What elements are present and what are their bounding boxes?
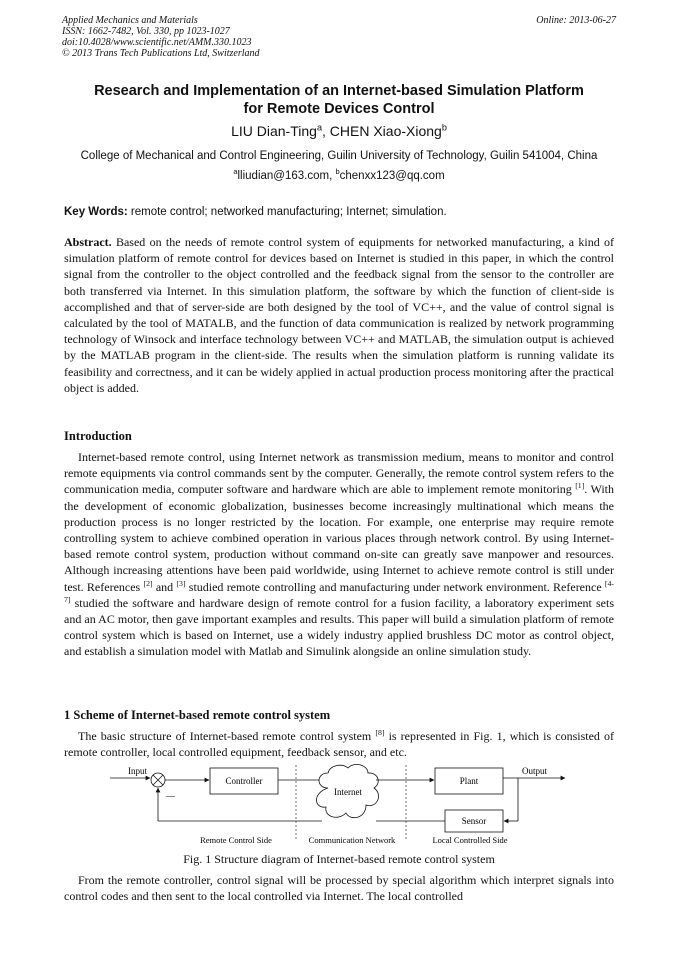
- journal-name: Applied Mechanics and Materials: [62, 15, 198, 26]
- input-label: Input: [128, 766, 147, 776]
- email-b-sup: b: [335, 167, 340, 177]
- author-1-sup: a: [316, 122, 322, 133]
- remote-side-label: Remote Control Side: [200, 835, 272, 845]
- author-2: CHEN Xiao-Xiong: [329, 123, 442, 139]
- ref-8: [8]: [375, 728, 385, 737]
- doi-line: doi:10.4028/www.scientific.net/AMM.330.1023: [62, 37, 252, 48]
- affiliation: College of Mechanical and Control Engineering, Guilin University of Technology, Guilin 541004, China: [80, 150, 598, 162]
- intro-paragraph: [64, 449, 614, 660]
- journal-header: [62, 15, 260, 59]
- copyright-line: © 2013 Trans Tech Publications Ltd, Switzerland: [62, 48, 260, 59]
- section-1-paragraph-2: From the remote controller, control signal will be processed by special algorithm which interpret signals into control codes and then sent to the local controlled via Internet. The local controlled: [64, 873, 614, 904]
- keywords-label: Key Words:: [64, 206, 128, 218]
- figure-caption: Fig. 1 Structure diagram of Internet-based remote control system: [183, 852, 495, 866]
- title-line-2: for Remote Devices Control: [243, 101, 435, 117]
- title-line-1: Research and Implementation of an Internet-based Simulation Platform: [94, 83, 584, 99]
- author-sep: ,: [322, 123, 330, 139]
- keywords-text: remote control; networked manufacturing; Internet; simulation.: [127, 206, 447, 218]
- minus-sign: —: [166, 791, 175, 801]
- abstract-label: Abstract.: [64, 235, 112, 249]
- email-a: lliudian@163.com,: [237, 170, 336, 182]
- structure-diagram: [110, 763, 568, 849]
- local-side-label: Local Controlled Side: [432, 835, 508, 845]
- intro-text-1: Internet-based remote control, using Internet network as transmission medium, means to monitor and control remote equipments via control commands sent by the computer. Generally, the remote control system refers to the communication media, computer software and hardware which are able to implement remote monitoring: [64, 450, 614, 497]
- sensor-label: Sensor: [461, 816, 487, 826]
- email-b: chenxx123@qq.com: [339, 170, 445, 182]
- keywords: [64, 206, 614, 218]
- abstract-text: Based on the needs of remote control system of equipments for networked manufacturing, a kind of simulation platform of remote control for devices based on Internet is studied in this paper, in which the control signal from the controller to the object controlled and the feedback signal from the sensor to the controller are both transferred via Internet. In this simulation platform, the software by which the function of client-side is accomplished and that of server-side are both designed by the tool of VC++, and the value of control signal is calculated by the tool of MATALB, and the function of data communication is realized by network programming technology of Winsock and interface technology between VC++ and MATLAB, the simulation output is achieved by the MATLAB program in the client-side. The results when the simulation platform is running validate its feasibility and correctness, and it can be widely applied in actual production process monitoring after the practical object is added.: [64, 235, 614, 395]
- section-1-text-1: The basic structure of Internet-based remote control system: [78, 729, 376, 743]
- ref-1: [1]: [575, 481, 585, 491]
- output-label: Output: [522, 766, 548, 776]
- internet-label: Internet: [334, 787, 362, 797]
- author-1: LIU Dian-Ting: [231, 123, 317, 139]
- abstract: [64, 234, 614, 396]
- section-1-text-2: is represented in Fig. 1, which is consisted of remote controller, local controlled equipment, feedback sensor, and etc.: [64, 729, 615, 760]
- ref-4-7: [4-7]: [64, 578, 615, 604]
- controller-label: Controller: [225, 776, 263, 786]
- section-1-heading: 1 Scheme of Internet-based remote control system: [64, 708, 331, 722]
- email-a-sup: a: [233, 167, 238, 177]
- ref-3: [3]: [176, 578, 186, 588]
- summing-junction: [151, 773, 165, 787]
- ref-2: [2]: [143, 578, 153, 588]
- intro-text-3: and: [152, 579, 177, 594]
- author-2-sup: b: [441, 122, 447, 133]
- intro-text-2: . With the development of economic globalization, businesses become increasingly multinational which means the production process is no longer restricted by the location. For example, one enterprise may require remote controlling system to achieve combined operation in various places through network control. By using Internet-based remote control system, production without command on-site can greatly save manpower and resources. Although increasing attentions have been paid worldwide, using Internet to achieve remote control is still under test. References: [64, 482, 615, 594]
- plant-label: Plant: [459, 776, 479, 786]
- authors: [40, 123, 638, 139]
- paper-title: [40, 82, 638, 118]
- intro-text-5: studied the software and hardware design of remote control for a fusion facility, a laboratory experiment sets and an AC motor, then gave important examples and results. This paper will build a simulation platform of remote control system which is based on Internet, use a widely industry applied brushless DC motor as control object, and establish a simulation model with Matlab and Simulink alongside an online simulation study.: [64, 595, 614, 659]
- section-1-paragraph: [64, 728, 614, 760]
- issn-line: ISSN: 1662-7482, Vol. 330, pp 1023-1027: [62, 26, 230, 37]
- intro-text-4: studied remote controlling and manufacturing under network environment. Reference: [185, 579, 605, 594]
- intro-heading: Introduction: [64, 429, 132, 443]
- emails: [40, 167, 638, 182]
- online-date: Online: 2013-06-27: [536, 15, 616, 26]
- network-label: Communication Network: [308, 835, 396, 845]
